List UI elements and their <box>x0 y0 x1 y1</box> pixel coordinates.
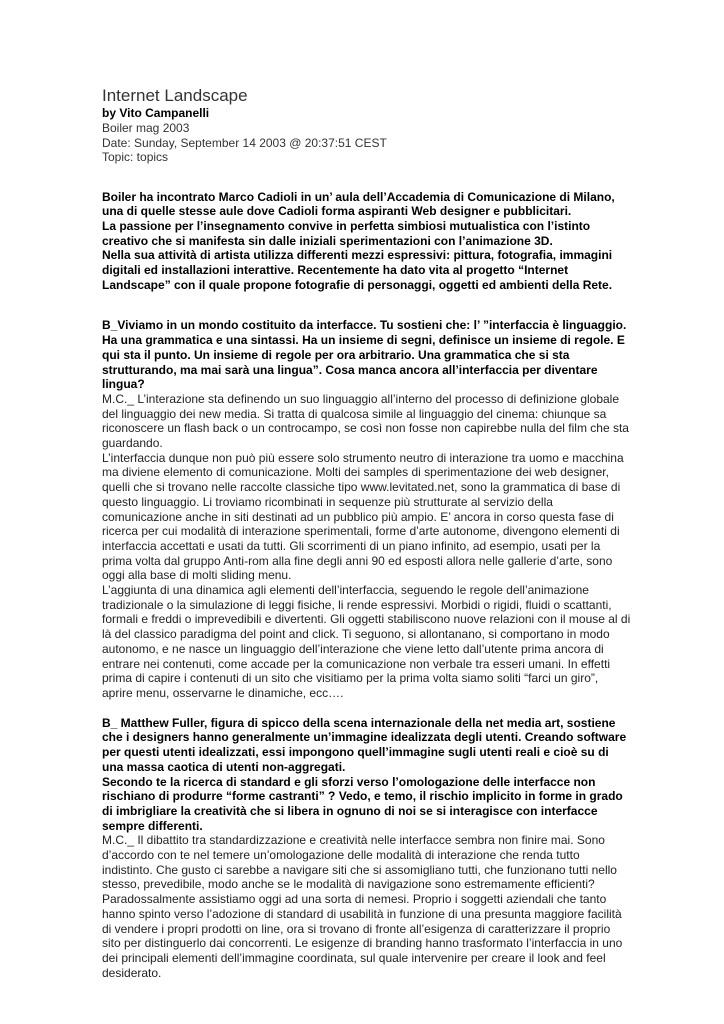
question-paragraph: Secondo te la ricerca di standard e gli sforzi verso l’omologazione delle interfacce non rischiano di produrre “forme castranti” ? Vedo, e temo, il rischio implicito in forme in grado di imbrigliare la creatività che si libera in ognuno di noi se si interagisce con interfacce sempre differenti. <box>102 774 623 833</box>
article-title: Internet Landscape <box>102 86 248 105</box>
qa-section-2 <box>102 716 632 981</box>
intro-block <box>102 190 632 293</box>
question-paragraph: B_ Matthew Fuller, figura di spicco della scena internazionale della net media art, sostiene che i designers hanno generalmente un’immagine idealizzata degli utenti. Creando software per questi utenti idealizzati, essi impongono quell’immagine sugli utenti reali e cioè su di una massa caotica di utenti non-aggregati. <box>102 715 627 774</box>
answer-paragraph: L’interfaccia dunque non può più essere solo strumento neutro di interazione tra uomo e macchina ma diviene elemento di comunicazione. Molti dei samples di sperimentazione dei web designer, quelli che si trovano nelle raccolte classiche tipo www.levitated.net, sono la grammatica di base di questo linguaggio. Li troviamo ricombinati in sequenze più strutturate al servizio della comunicazione anche in siti destinati ad un pubblico più ampio. E’ ancora in corso questa fase di ricerca per cui modalità di interazione sperimentali, forme d’arte autonome, divengono elementi di interfaccia accettati e usati da tutti. Gli scorrimenti di un piano infinito, ad esempio, usati per la prima volta dal gruppo Anti-rom alla fine degli anni 90 ed esposti allora nelle gallerie d’arte, sono oggi alla base di molti sliding menu. <box>102 450 624 583</box>
source-line: Boiler mag 2003 <box>102 121 190 135</box>
intro-paragraph: Boiler ha incontrato Marco Cadioli in un’ aula dell’Accademia di Comunicazione di Milano, una di quelle stesse aule dove Cadioli forma aspiranti Web designer e pubblicitari. <box>102 189 615 219</box>
date-line: Date: Sunday, September 14 2003 @ 20:37:51 CEST <box>102 135 387 150</box>
answer-paragraph: M.C._ Il dibattito tra standardizzazione e creatività nelle interfacce sembra non finire mai. Sono d’accordo con te nel temere un’omologazione delle modalità di interazione che renda tutto indistinto. Che gusto ci sarebbe a navigare siti che si assomigliano tutti, che funzionano tutti nello stesso, prevedibile, modo anche se le modalità di navigazione sono estremamente efficienti? Paradossalmente assistiamo oggi ad una sorta di nemesi. Proprio i soggetti aziendali che tanto hanno spinto verso l’adozione di standard di usabilità in funzione di una presunta maggiore facilità di vendere i propri prodotti on line, ora si trovano di fronte all’esigenza di caratterizzare il proprio sito per distinguerlo dai concorrenti. Le esigenze di branding hanno trasformato l’interfaccia in uno dei principali elementi dell’immagine coordinata, sul quale intervenire per creare il look and feel desiderato. <box>102 833 623 980</box>
intro-paragraph: Nella sua attività di artista utilizza differenti mezzi espressivi: pittura, fotografia, immagini digitali ed installazioni interattive. Recentemente ha dato vita al progetto “Internet Landscape” con il quale propone fotografie di personaggi, oggetti ed ambienti della Rete. <box>102 248 613 292</box>
author-byline: by Vito Campanelli <box>102 106 210 120</box>
qa-section-1 <box>102 318 632 700</box>
answer-paragraph: L’aggiunta di una dinamica agli elementi dell’interfaccia, seguendo le regole dell’animazione tradizionale o la simulazione di leggi fisiche, li rende espressivi. Morbidi o rigidi, fluidi o scattanti, formali e freddi o imprevedibili e divertenti. Gli oggetti stabiliscono nuove relazioni con il mouse al di là del classico paradigma del point and click. Ti seguono, si allontanano, si comportano in modo autonomo, e ne nasce un linguaggio dell’interazione che viene letto dall’utente prima ancora di entrare nei contenuti, come accade per la comunicazione non verbale tra esseri umani. In effetti prima di capire i contenuti di un sito che visitiamo per la prima volta siamo soliti “farci un giro”, aprire menu, osservarne le dinamiche, ecc…. <box>102 583 631 700</box>
intro-paragraph: La passione per l’insegnamento convive in perfetta simbiosi mutualistica con l’istinto creativo che si manifesta sin dalle iniziali sperimentazioni con l’animazione 3D. <box>102 218 591 248</box>
topic-line: Topic: topics <box>102 150 169 164</box>
document-page <box>102 86 632 980</box>
question-paragraph: B_Viviamo in un mondo costituito da interfacce. Tu sostieni che: l’ ”interfaccia è linguaggio. Ha una grammatica e una sintassi. Ha un insieme di segni, definisce un insieme di regole. E qui sta il punto. Un insieme di regole per ora arbitrario. Una grammatica che si sta strutturando, ma mai sarà una lingua”. Cosa manca ancora all’interfaccia per diventare lingua? <box>102 318 627 392</box>
answer-paragraph: M.C._ L’interazione sta definendo un suo linguaggio all’interno del processo di definizione globale del linguaggio dei new media. Si tratta di qualcosa simile al linguaggio del cinema: chiunque sa riconoscere un flash back o un controcampo, se così non fosse non capirebbe nulla del film che sta guardando. <box>102 391 629 451</box>
